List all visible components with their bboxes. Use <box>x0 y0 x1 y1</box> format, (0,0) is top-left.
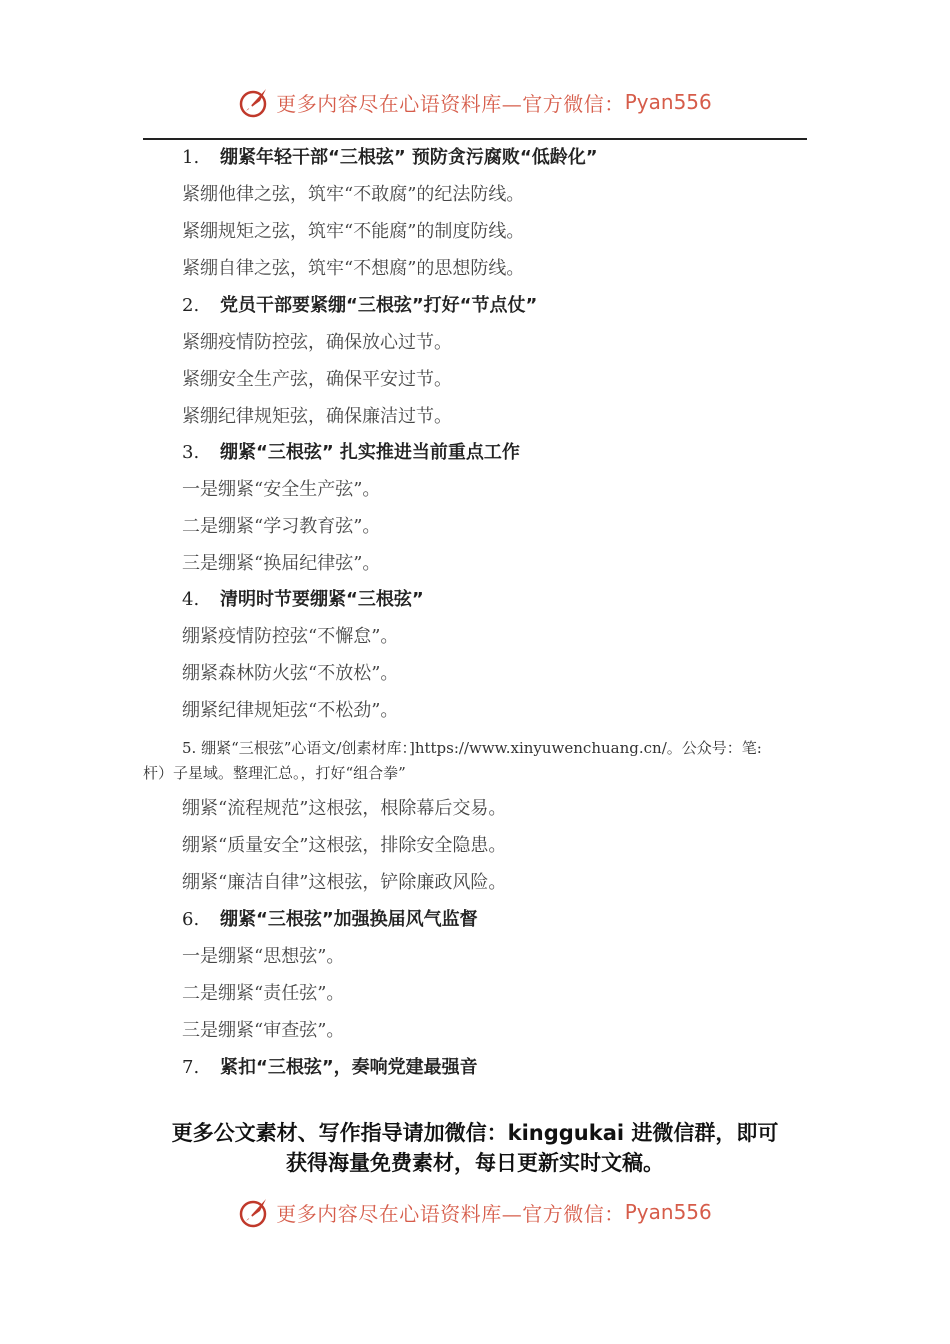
list-item: 绷紧“质量安全”这根弦，排除安全隐患。 <box>182 835 507 856</box>
list-item: 三是绷紧“审查弦”。 <box>182 1020 345 1041</box>
list-item: 紧绷疫情防控弦，确保放心过节。 <box>182 332 452 353</box>
promo-text <box>0 1118 950 1178</box>
banner-wechat-id: Pyan556 <box>624 90 712 114</box>
promo-line-1: 更多公文素材、写作指导请加微信：kinggukai 进微信群，即可 <box>171 1121 779 1145</box>
list-item: 紧绷自律之弦，筑牢“不想腐”的思想防线。 <box>182 258 525 279</box>
banner-text: 更多内容尽在心语资料库—官方微信： <box>276 1201 625 1226</box>
list-item: 紧绷规矩之弦，筑牢“不能腐”的制度防线。 <box>182 221 525 242</box>
section-heading-line1: 5. 绷紧“三根弦”心语文/创素材库：]https://www.xinyuwenchuang.cn/。公众号：笔: <box>182 739 762 757</box>
banner-wechat-id: Pyan556 <box>624 1200 712 1224</box>
list-item: 一是绷紧“安全生产弦”。 <box>182 479 381 500</box>
list-item: 绷紧“廉洁自律”这根弦，铲除廉政风险。 <box>182 872 507 893</box>
list-item: 绷紧森林防火弦“不放松”。 <box>182 663 399 684</box>
list-item: 二是绷紧“学习教育弦”。 <box>182 516 381 537</box>
list-item: 绷紧纪律规矩弦“不松劲”。 <box>182 700 399 721</box>
section-heading-line2: 杆）子星域。整理汇总。，打好“组合拳” <box>143 764 406 782</box>
section-heading: 3. 绷紧“三根弦” 扎实推进当前重点工作 <box>182 442 520 463</box>
banner-text: 更多内容尽在心语资料库—官方微信： <box>276 91 625 116</box>
footer-banner <box>0 1192 950 1232</box>
header-divider <box>143 138 807 140</box>
section-heading: 7. 紧扣“三根弦”，奏响党建最强音 <box>182 1057 478 1078</box>
section-heading: 2. 党员干部要紧绷“三根弦”打好“节点仗” <box>182 295 538 316</box>
section-heading: 1. 绷紧年轻干部“三根弦” 预防贪污腐败“低龄化” <box>182 147 598 168</box>
list-item: 紧绷他律之弦，筑牢“不敢腐”的纪法防线。 <box>182 184 525 205</box>
list-item: 三是绷紧“换届纪律弦”。 <box>182 553 381 574</box>
quill-logo-icon <box>238 1195 272 1229</box>
list-item: 紧绷安全生产弦，确保平安过节。 <box>182 369 452 390</box>
list-item: 一是绷紧“思想弦”。 <box>182 946 345 967</box>
list-item: 紧绷纪律规矩弦，确保廉洁过节。 <box>182 406 452 427</box>
section-heading: 6. 绷紧“三根弦”加强换届风气监督 <box>182 909 478 930</box>
list-item: 绷紧疫情防控弦“不懈怠”。 <box>182 626 399 647</box>
list-item: 二是绷紧“责任弦”。 <box>182 983 345 1004</box>
section-heading: 4. 清明时节要绷紧“三根弦” <box>182 589 424 610</box>
header-banner <box>0 82 950 122</box>
promo-line-2: 获得海量免费素材，每日更新实时文稿。 <box>286 1151 664 1175</box>
quill-logo-icon <box>238 85 272 119</box>
list-item: 绷紧“流程规范”这根弦，根除幕后交易。 <box>182 798 507 819</box>
